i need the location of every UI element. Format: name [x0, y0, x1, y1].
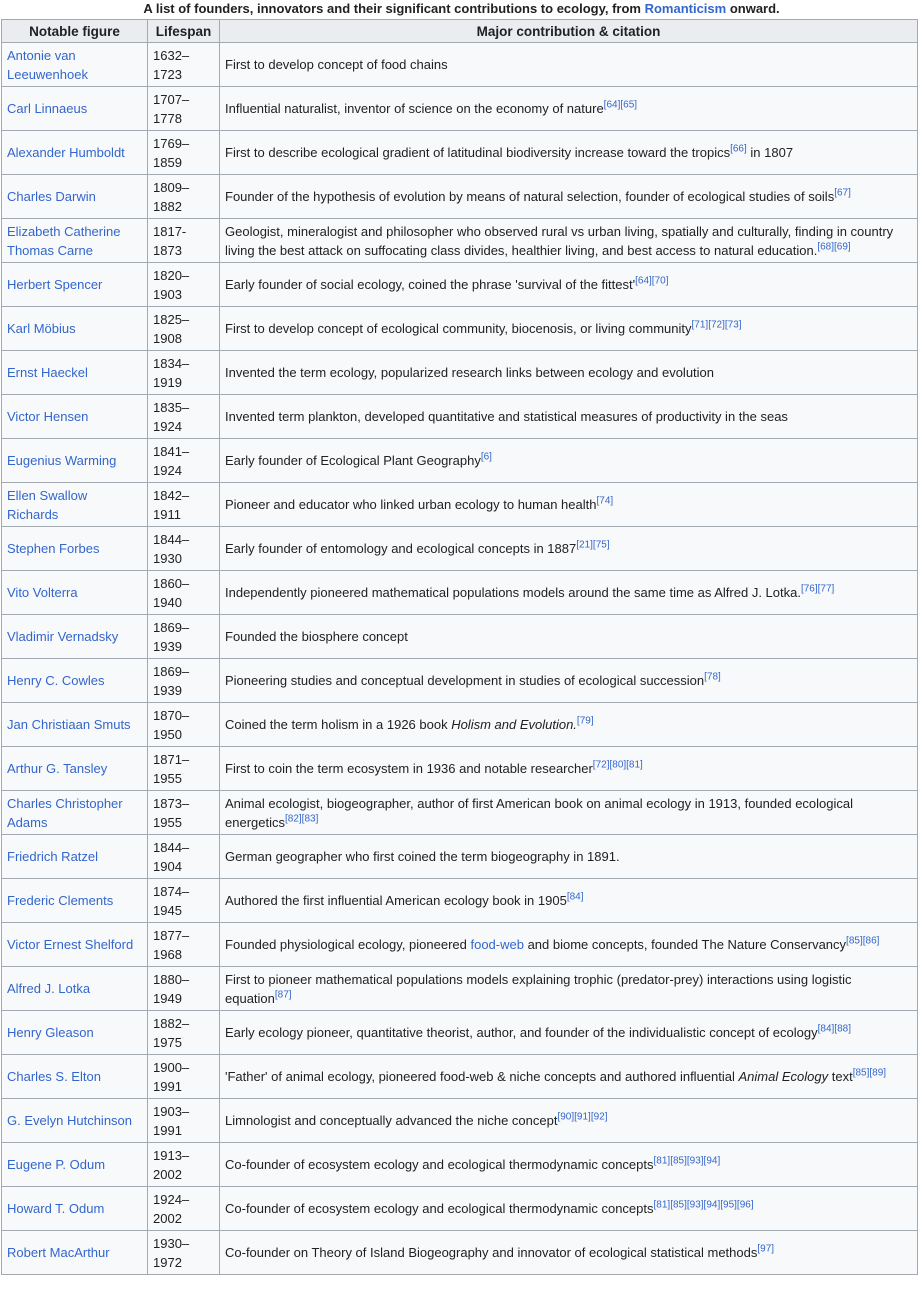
cell-lifespan [148, 395, 220, 439]
person-link[interactable]: Alexander Humboldt [7, 145, 125, 160]
cell-lifespan [148, 879, 220, 923]
lifespan-born: 1913– [153, 1147, 190, 1163]
table-row [2, 879, 918, 923]
citation-link[interactable]: [81][85][93][94][95][96] [653, 1199, 754, 1211]
person-link[interactable]: Eugenius Warming [7, 453, 117, 468]
cell-lifespan [148, 1143, 220, 1187]
citation-link[interactable]: [90][91][92] [557, 1111, 608, 1123]
contribution-text: Authored the first influential American ecology book in 1905 [225, 893, 567, 908]
citation-link[interactable]: [78] [704, 671, 721, 683]
lifespan-born: 1873– [153, 795, 190, 811]
lifespan-died: 1911 [153, 506, 181, 522]
cell-notable-figure [2, 791, 148, 835]
cell-contribution [220, 131, 918, 175]
lifespan-died: 1940 [153, 594, 182, 610]
person-link[interactable]: Victor Hensen [7, 409, 89, 424]
citation-ref [692, 320, 742, 331]
lifespan-died: 1968 [153, 946, 182, 962]
person-link[interactable]: Carl Linnaeus [7, 101, 88, 116]
citation-ref [604, 100, 637, 111]
person-link[interactable]: Elizabeth Catherine Thomas Carne [7, 223, 121, 258]
person-link[interactable]: Arthur G. Tansley [7, 761, 108, 776]
table-row [2, 615, 918, 659]
table-row [2, 1187, 918, 1231]
citation-link[interactable]: [87] [274, 989, 292, 1001]
lifespan-born: 1834– [153, 355, 190, 371]
citation-link[interactable]: [85][89] [852, 1067, 887, 1079]
contribution-text-post: in 1807 [746, 145, 794, 160]
citation-ref [593, 760, 643, 771]
cell-contribution [220, 703, 918, 747]
contribution-text: Animal ecologist, biogeographer, author of first American book on animal ecology in 1913, founded ecological energetics [225, 795, 854, 830]
citation-link[interactable]: [68][69] [817, 241, 851, 253]
cell-contribution [220, 527, 918, 571]
person-link[interactable]: Henry Gleason [7, 1025, 94, 1040]
citation-link[interactable]: [67] [834, 187, 851, 199]
lifespan-died: 1903 [153, 286, 182, 302]
contribution-text: Co-founder on Theory of Island Biogeography and innovator of ecological statistical methods [225, 1245, 758, 1260]
cell-notable-figure [2, 263, 148, 307]
person-link[interactable]: Charles S. Elton [7, 1069, 101, 1084]
citation-link[interactable]: [84][88] [817, 1023, 851, 1035]
table-row [2, 1143, 918, 1187]
cell-contribution [220, 879, 918, 923]
table-row [2, 439, 918, 483]
cell-contribution [220, 923, 918, 967]
person-link[interactable]: Charles Darwin [7, 189, 96, 204]
lifespan-born: 1869– [153, 663, 190, 679]
person-link[interactable]: Victor Ernest Shelford [7, 937, 134, 952]
cell-lifespan [148, 439, 220, 483]
person-link[interactable]: Stephen Forbes [7, 541, 100, 556]
cell-contribution [220, 835, 918, 879]
person-link[interactable]: Frederic Clements [7, 893, 114, 908]
lifespan-died: 1882 [153, 198, 182, 214]
cell-contribution [220, 175, 918, 219]
citation-ref [834, 188, 851, 199]
contribution-text: Invented term plankton, developed quantitative and statistical measures of productivity in the seas [225, 409, 788, 424]
cell-lifespan [148, 1011, 220, 1055]
citation-ref [730, 144, 747, 155]
citation-link[interactable]: [81][85][93][94] [653, 1155, 721, 1167]
lifespan-died: 1939 [153, 638, 182, 654]
lifespan-born: 1844– [153, 839, 190, 855]
citation-ref [275, 989, 292, 1000]
person-link[interactable]: Antonie van Leeuwenhoek [7, 47, 88, 82]
contribution-text: First to describe ecological gradient of latitudinal biodiversity increase toward the tropics [225, 145, 731, 160]
lifespan-died: 2002 [153, 1210, 182, 1226]
citation-ref [596, 496, 613, 507]
caption-text-after: onward. [726, 1, 780, 16]
cell-notable-figure [2, 835, 148, 879]
lifespan-died: 1723 [153, 66, 182, 82]
contribution-text: 'Father' of animal ecology, pioneered food-web & niche concepts and authored influential [225, 1069, 739, 1084]
table-row [2, 835, 918, 879]
table-row [2, 395, 918, 439]
cell-notable-figure [2, 571, 148, 615]
cell-lifespan [148, 1187, 220, 1231]
contribution-text: First to pioneer mathematical populations models explaining trophic (predator-prey) interactions using logistic equation [225, 971, 852, 1006]
cell-contribution [220, 351, 918, 395]
lifespan-died: 1924 [153, 462, 182, 478]
cell-contribution [220, 43, 918, 87]
lifespan-died: 1972 [153, 1254, 182, 1270]
contribution-text: First to develop concept of food chains [225, 57, 448, 72]
citation-ref [817, 241, 850, 252]
lifespan-born: 1844– [153, 531, 190, 547]
lifespan-died: 1975 [153, 1034, 182, 1050]
lifespan-died: 1991 [153, 1078, 182, 1094]
lifespan-born: 1930– [153, 1235, 190, 1251]
table-row [2, 175, 918, 219]
cell-notable-figure [2, 219, 148, 263]
lifespan-born: 1707– [153, 91, 190, 107]
person-link[interactable]: Ellen Swallow Richards [7, 487, 88, 522]
cell-lifespan [148, 923, 220, 967]
cell-lifespan [148, 175, 220, 219]
lifespan-born: 1903– [153, 1103, 190, 1119]
lifespan-born: 1870– [153, 707, 190, 723]
contribution-text: Early founder of Ecological Plant Geography [225, 453, 481, 468]
lifespan-born: 1809– [153, 179, 190, 195]
person-link[interactable]: Jan Christiaan Smuts [7, 717, 131, 732]
cell-lifespan [148, 967, 220, 1011]
cell-contribution [220, 263, 918, 307]
cell-lifespan [148, 571, 220, 615]
cell-contribution [220, 659, 918, 703]
citation-ref [635, 276, 668, 287]
lifespan-born: 1835– [153, 399, 190, 415]
person-link[interactable]: Vito Volterra [7, 585, 78, 600]
citation-ref [801, 584, 834, 595]
lifespan-died: 1778 [153, 110, 182, 126]
person-link[interactable]: Ernst Haeckel [7, 365, 88, 380]
lifespan-born: 1860– [153, 575, 190, 591]
cell-contribution [220, 1099, 918, 1143]
cell-notable-figure [2, 1187, 148, 1231]
cell-lifespan [148, 87, 220, 131]
lifespan-born: 1825– [153, 311, 190, 327]
table-row [2, 351, 918, 395]
citation-ref [481, 452, 492, 463]
lifespan-born: 1817- [153, 223, 187, 239]
cell-contribution [220, 1055, 918, 1099]
person-link[interactable]: Alfred J. Lotka [7, 981, 91, 996]
lifespan-died: 1950 [153, 726, 182, 742]
contribution-text: Pioneer and educator who linked urban ecology to human health [225, 497, 597, 512]
cell-notable-figure [2, 351, 148, 395]
contribution-text: Founder of the hypothesis of evolution by means of natural selection, founder of ecological studies of soils [225, 189, 835, 204]
contribution-text: German geographer who first coined the term biogeography in 1891. [225, 849, 620, 864]
contribution-text: Founded the biosphere concept [225, 629, 408, 644]
contribution-text: Limnologist and conceptually advanced the niche concept [225, 1113, 558, 1128]
person-link[interactable]: Vladimir Vernadsky [7, 629, 119, 644]
citation-ref [818, 1024, 851, 1035]
cell-lifespan [148, 131, 220, 175]
citation-ref [853, 1068, 886, 1079]
cell-notable-figure [2, 659, 148, 703]
cell-contribution [220, 307, 918, 351]
lifespan-died: 1949 [153, 990, 182, 1006]
food-web-link[interactable]: food-web [470, 937, 524, 952]
cell-notable-figure [2, 923, 148, 967]
table-row [2, 87, 918, 131]
table-row [2, 527, 918, 571]
contribution-text: Influential naturalist, inventor of science on the economy of nature [225, 101, 604, 116]
citation-ref [704, 672, 721, 683]
citation-ref [557, 1112, 607, 1123]
table-row [2, 1231, 918, 1275]
lifespan-born: 1880– [153, 971, 190, 987]
cell-lifespan [148, 307, 220, 351]
cell-contribution [220, 439, 918, 483]
cell-notable-figure [2, 747, 148, 791]
cell-contribution [220, 395, 918, 439]
cell-lifespan [148, 835, 220, 879]
cell-notable-figure [2, 307, 148, 351]
citation-ref [567, 892, 584, 903]
lifespan-died: 1955 [153, 770, 182, 786]
lifespan-born: 1869– [153, 619, 190, 635]
table-row [2, 747, 918, 791]
lifespan-died: 1924 [153, 418, 182, 434]
citation-link[interactable]: [82][83] [284, 813, 319, 825]
lifespan-died: 1991 [153, 1122, 182, 1138]
contribution-text: Independently pioneered mathematical populations models around the same time as Alfred J. Lotka. [225, 585, 801, 600]
contribution-text: Founded physiological ecology, pioneered [225, 937, 471, 952]
citation-ref [654, 1200, 754, 1211]
lifespan-born: 1924– [153, 1191, 190, 1207]
citation-link[interactable]: [21][75] [576, 539, 610, 551]
contribution-text: Early founder of social ecology, coined the phrase 'survival of the fittest' [225, 277, 636, 292]
lifespan-died: 1908 [153, 330, 182, 346]
work-title: Animal Ecology [738, 1069, 829, 1084]
person-link[interactable]: Eugene P. Odum [7, 1157, 106, 1172]
cell-lifespan [148, 527, 220, 571]
table-row [2, 791, 918, 835]
citation-link[interactable]: [71][72][73] [691, 319, 742, 331]
lifespan-died: 1955 [153, 814, 182, 830]
citation-ref [576, 540, 609, 551]
cell-notable-figure [2, 1143, 148, 1187]
cell-notable-figure [2, 395, 148, 439]
person-link[interactable]: G. Evelyn Hutchinson [7, 1113, 133, 1128]
lifespan-died: 2002 [153, 1166, 182, 1182]
cell-contribution [220, 571, 918, 615]
person-link[interactable]: Karl Möbius [7, 321, 76, 336]
cell-notable-figure [2, 1055, 148, 1099]
table-row [2, 1011, 918, 1055]
table-row [2, 571, 918, 615]
ecologists-table [1, 19, 918, 1275]
citation-link[interactable]: [72][80][81] [592, 759, 643, 771]
cell-notable-figure [2, 1231, 148, 1275]
cell-notable-figure [2, 175, 148, 219]
citation-link[interactable]: [64][70] [635, 275, 669, 287]
table-row [2, 43, 918, 87]
table-row [2, 483, 918, 527]
work-title: Holism and Evolution. [451, 717, 577, 732]
lifespan-born: 1841– [153, 443, 190, 459]
citation-link[interactable]: [6] [480, 451, 492, 463]
contribution-text: Geologist, mineralogist and philosopher who observed rural vs urban living, spatially and culturally, finding in country living the best attack on suffocating class divides, healthier living, and best access to natural education. [225, 223, 894, 258]
cell-notable-figure [2, 483, 148, 527]
cell-contribution [220, 1187, 918, 1231]
person-link[interactable]: Henry C. Cowles [7, 673, 105, 688]
person-link[interactable]: Herbert Spencer [7, 277, 103, 292]
cell-contribution [220, 615, 918, 659]
table-row [2, 263, 918, 307]
romanticism-link[interactable]: Romanticism [644, 1, 727, 16]
contribution-text: Coined the term holism in a 1926 book [225, 717, 452, 732]
cell-lifespan [148, 1099, 220, 1143]
contribution-text: Early ecology pioneer, quantitative theorist, author, and founder of the individualistic concept of ecology [225, 1025, 818, 1040]
cell-lifespan [148, 1055, 220, 1099]
cell-lifespan [148, 615, 220, 659]
cell-lifespan [148, 351, 220, 395]
lifespan-born: 1900– [153, 1059, 190, 1075]
contribution-text: First to coin the term ecosystem in 1936 and notable researcher [225, 761, 593, 776]
cell-lifespan [148, 747, 220, 791]
cell-notable-figure [2, 703, 148, 747]
cell-contribution [220, 87, 918, 131]
citation-link[interactable]: [76][77] [800, 583, 835, 595]
cell-notable-figure [2, 131, 148, 175]
lifespan-died: 1873 [153, 242, 182, 258]
citation-link[interactable]: [64][65] [603, 99, 638, 111]
cell-contribution [220, 1231, 918, 1275]
table-row [2, 703, 918, 747]
cell-lifespan [148, 703, 220, 747]
lifespan-born: 1871– [153, 751, 190, 767]
lifespan-born: 1882– [153, 1015, 190, 1031]
lifespan-born: 1877– [153, 927, 190, 943]
table-row [2, 219, 918, 263]
citation-ref [757, 1244, 774, 1255]
contribution-text: Co-founder of ecosystem ecology and ecological thermodynamic concepts [225, 1157, 654, 1172]
contribution-text: Co-founder of ecosystem ecology and ecological thermodynamic concepts [225, 1201, 654, 1216]
cell-contribution [220, 1011, 918, 1055]
contribution-text-post: text [828, 1069, 853, 1084]
table-caption [0, 0, 923, 19]
citation-ref [285, 813, 318, 824]
citation-ref [846, 936, 879, 947]
header-notable-figure[interactable]: Notable figure [2, 20, 148, 43]
caption-text-before: A list of founders, innovators and their significant contributions to ecology, from [143, 1, 645, 16]
citation-ref [654, 1156, 721, 1167]
table-row [2, 131, 918, 175]
lifespan-died: 1919 [153, 374, 182, 390]
contribution-text: Pioneering studies and conceptual development in studies of ecological succession [225, 673, 705, 688]
header-lifespan[interactable]: Lifespan [148, 20, 220, 43]
table-row [2, 1099, 918, 1143]
cell-contribution [220, 967, 918, 1011]
contribution-text: Early founder of entomology and ecological concepts in 1887 [225, 541, 577, 556]
cell-contribution [220, 747, 918, 791]
cell-lifespan [148, 43, 220, 87]
cell-contribution [220, 791, 918, 835]
lifespan-born: 1769– [153, 135, 190, 151]
person-link[interactable]: Friedrich Ratzel [7, 849, 99, 864]
table-row [2, 1055, 918, 1099]
cell-notable-figure [2, 967, 148, 1011]
person-link[interactable]: Robert MacArthur [7, 1245, 110, 1260]
cell-notable-figure [2, 439, 148, 483]
citation-link[interactable]: [74] [596, 495, 614, 507]
table-row [2, 307, 918, 351]
cell-notable-figure [2, 43, 148, 87]
cell-notable-figure [2, 527, 148, 571]
cell-contribution [220, 219, 918, 263]
table-row [2, 923, 918, 967]
lifespan-died: 1859 [153, 154, 182, 170]
cell-notable-figure [2, 87, 148, 131]
cell-contribution [220, 483, 918, 527]
cell-lifespan [148, 483, 220, 527]
cell-notable-figure [2, 1011, 148, 1055]
lifespan-born: 1874– [153, 883, 190, 899]
lifespan-born: 1842– [153, 487, 190, 503]
cell-notable-figure [2, 615, 148, 659]
citation-ref [577, 716, 594, 727]
lifespan-born: 1820– [153, 267, 190, 283]
cell-lifespan [148, 791, 220, 835]
lifespan-died: 1945 [153, 902, 182, 918]
lifespan-died: 1904 [153, 858, 182, 874]
table-row [2, 967, 918, 1011]
lifespan-died: 1930 [153, 550, 182, 566]
header-contribution[interactable]: Major contribution & citation [220, 20, 918, 43]
citation-link[interactable]: [85][86] [846, 935, 880, 947]
cell-lifespan [148, 263, 220, 307]
citation-link[interactable]: [79] [576, 715, 594, 727]
contribution-text: First to develop concept of ecological community, biocenosis, or living community [225, 321, 692, 336]
cell-notable-figure [2, 879, 148, 923]
lifespan-died: 1939 [153, 682, 182, 698]
person-link[interactable]: Charles Christopher Adams [7, 795, 123, 830]
cell-notable-figure [2, 1099, 148, 1143]
person-link[interactable]: Howard T. Odum [7, 1201, 105, 1216]
contribution-text-cont: and biome concepts, founded The Nature Conservancy [523, 937, 847, 952]
lifespan-born: 1632– [153, 47, 190, 63]
cell-contribution [220, 1143, 918, 1187]
cell-lifespan [148, 659, 220, 703]
cell-lifespan [148, 1231, 220, 1275]
table-row [2, 659, 918, 703]
table-body [2, 43, 918, 1275]
citation-link[interactable]: [66] [730, 143, 747, 155]
citation-link[interactable]: [84] [566, 891, 584, 903]
contribution-text: Invented the term ecology, popularized research links between ecology and evolution [225, 365, 715, 380]
cell-lifespan [148, 219, 220, 263]
table-header-row [2, 20, 918, 43]
citation-link[interactable]: [97] [757, 1243, 775, 1255]
